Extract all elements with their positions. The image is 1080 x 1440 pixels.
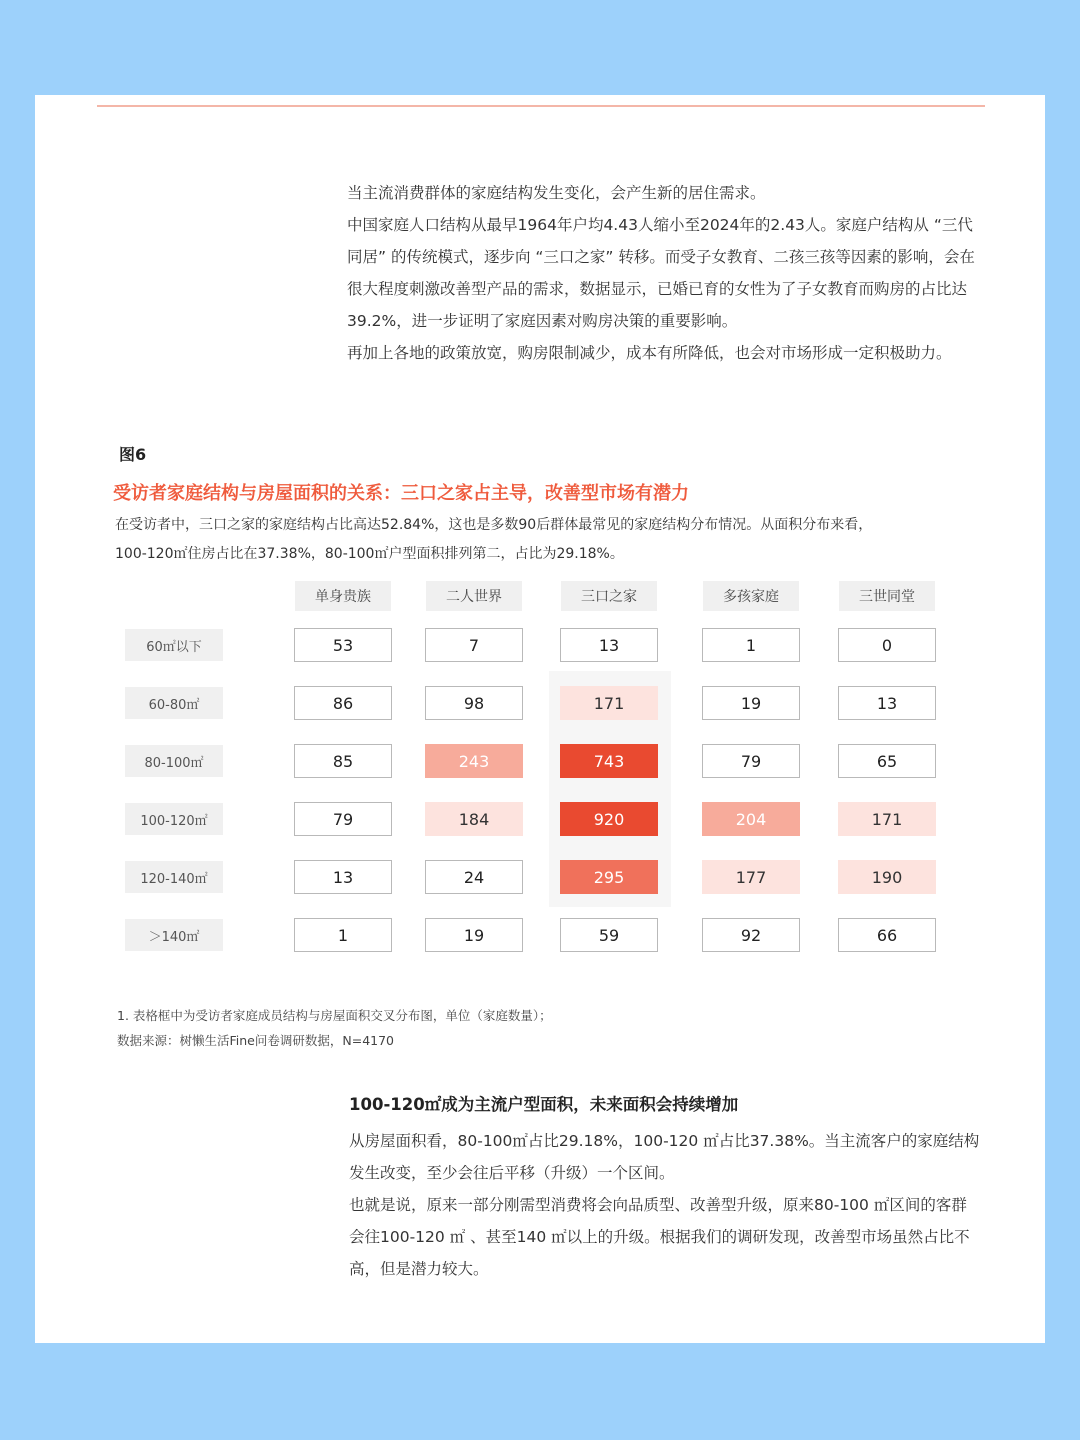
row-header: 120-140㎡ bbox=[125, 861, 223, 893]
data-source: 数据来源：树懒生活Fine问卷调研数据，N=4170 bbox=[117, 1033, 395, 1048]
heatmap-cell: 13 bbox=[560, 628, 658, 662]
intro-text bbox=[347, 177, 977, 369]
intro-paragraph-1: 当主流消费群体的家庭结构发生变化，会产生新的居住需求。 bbox=[347, 184, 766, 202]
heatmap-cell: 171 bbox=[838, 802, 936, 836]
row-header: 80-100㎡ bbox=[125, 745, 223, 777]
heatmap-cell: 79 bbox=[294, 802, 392, 836]
heatmap-cell: 86 bbox=[294, 686, 392, 720]
heatmap-cell: 7 bbox=[425, 628, 523, 662]
heatmap-cell: 59 bbox=[560, 918, 658, 952]
row-header: 60㎡以下 bbox=[125, 629, 223, 661]
intro-paragraph-2: 中国家庭人口结构从最早1964年户均4.43人缩小至2024年的2.43人。家庭户结构从 “三代同居” 的传统模式，逐步向 “三口之家” 转移。而受子女教育、二孩三孩等因素的影响，会在很大程度刺激改善型产品的需求，数据显示，已婚已育的女性为了子女教育而购房的占比达39.2%，进一步证明了家庭因素对购房决策的重要影响。 bbox=[347, 216, 975, 330]
intro-paragraph-3: 再加上各地的政策放宽，购房限制减少，成本有所降低，也会对市场形成一定积极助力。 bbox=[347, 344, 952, 362]
heatmap-cell: 1 bbox=[702, 628, 800, 662]
column-header: 单身贵族 bbox=[295, 581, 391, 611]
figure-notes bbox=[117, 1003, 552, 1053]
figure-description-line-2: 100-120㎡住房占比在37.38%，80-100㎡户型面积排列第二，占比为29.18%。 bbox=[115, 546, 624, 562]
figure-description-line-1: 在受访者中，三口之家的家庭结构占比高达52.84%，这也是多数90后群体最常见的家庭结构分布情况。从面积分布来看， bbox=[115, 517, 873, 533]
section-paragraph-2: 也就是说，原来一部分刚需型消费将会向品质型、改善型升级，原来80-100 ㎡区间的客群会往100-120 ㎡ 、甚至140 ㎡以上的升级。根据我们的调研发现，改善型市场虽然占比不高，但是潜力较大。 bbox=[349, 1196, 970, 1278]
heatmap-cell: 19 bbox=[425, 918, 523, 952]
figure-description bbox=[115, 511, 995, 569]
document-page bbox=[35, 95, 1045, 1343]
heatmap-cell: 295 bbox=[560, 860, 658, 894]
heatmap-cell: 79 bbox=[702, 744, 800, 778]
heatmap-cell: 171 bbox=[560, 686, 658, 720]
heatmap-cell: 98 bbox=[425, 686, 523, 720]
heatmap-cell: 19 bbox=[702, 686, 800, 720]
header-divider bbox=[97, 105, 985, 107]
heatmap-cell: 177 bbox=[702, 860, 800, 894]
row-header: 60-80㎡ bbox=[125, 687, 223, 719]
section-body bbox=[349, 1125, 981, 1285]
heatmap-cell: 24 bbox=[425, 860, 523, 894]
note-1: 1. 表格框中为受访者家庭成员结构与房屋面积交叉分布图，单位（家庭数量）； bbox=[117, 1008, 552, 1023]
figure-label: 图6 bbox=[119, 445, 147, 464]
heatmap-cell: 184 bbox=[425, 802, 523, 836]
heatmap-cell: 13 bbox=[294, 860, 392, 894]
row-header: ＞140㎡ bbox=[125, 919, 223, 951]
heatmap-cell: 65 bbox=[838, 744, 936, 778]
section-paragraph-1: 从房屋面积看，80-100㎡占比29.18%，100-120 ㎡占比37.38%。当主流客户的家庭结构发生改变，至少会往后平移（升级）一个区间。 bbox=[349, 1132, 980, 1182]
heatmap-cell: 85 bbox=[294, 744, 392, 778]
figure-title: 受访者家庭结构与房屋面积的关系：三口之家占主导，改善型市场有潜力 bbox=[113, 483, 689, 504]
row-header: 100-120㎡ bbox=[125, 803, 223, 835]
heatmap-cell: 1 bbox=[294, 918, 392, 952]
heatmap-cell: 92 bbox=[702, 918, 800, 952]
heatmap-cell: 243 bbox=[425, 744, 523, 778]
section-title: 100-120㎡成为主流户型面积，未来面积会持续增加 bbox=[349, 1095, 739, 1114]
heatmap-cell: 204 bbox=[702, 802, 800, 836]
column-header: 三世同堂 bbox=[839, 581, 935, 611]
heatmap-cell: 0 bbox=[838, 628, 936, 662]
column-header: 多孩家庭 bbox=[703, 581, 799, 611]
heatmap-cell: 743 bbox=[560, 744, 658, 778]
heatmap-cell: 920 bbox=[560, 802, 658, 836]
column-header: 二人世界 bbox=[426, 581, 522, 611]
heatmap-cell: 66 bbox=[838, 918, 936, 952]
heatmap-cell: 190 bbox=[838, 860, 936, 894]
heatmap-cell: 53 bbox=[294, 628, 392, 662]
heatmap-cell: 13 bbox=[838, 686, 936, 720]
column-header: 三口之家 bbox=[561, 581, 657, 611]
